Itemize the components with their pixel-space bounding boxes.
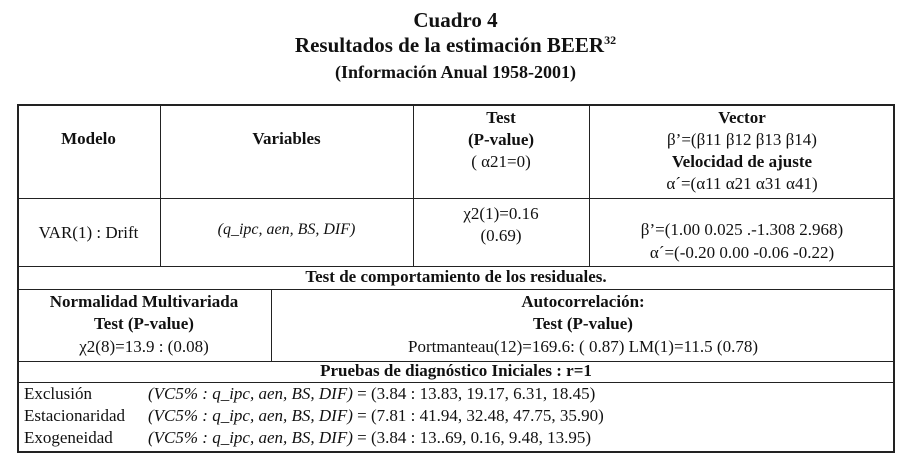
autocorr-test-label: Test (P-value)	[533, 314, 633, 333]
diagnostics-heading: Pruebas de diagnóstico Iniciales : r=1	[320, 361, 592, 380]
diagnostic-values: = (3.84 : 13..69, 0.16, 9.48, 13.95)	[357, 428, 592, 447]
footnote-marker: 32	[604, 33, 617, 47]
diagnostic-row	[24, 427, 894, 449]
header-test-restriction: ( α21=0)	[471, 152, 531, 171]
header-modelo: Modelo	[61, 129, 116, 148]
diagnostic-row	[24, 405, 894, 427]
row-divider	[17, 198, 895, 199]
normalidad-test-label: Test (P-value)	[94, 314, 194, 333]
autocorr-value: Portmanteau(12)=169.6: ( 0.87) LM(1)=11.5 (0.78)	[408, 337, 758, 356]
diagnostic-vc: (VC5% : q_ipc, aen, BS, DIF)	[148, 384, 353, 403]
model-value: VAR(1) : Drift	[38, 223, 139, 242]
diagnostic-label: Estacionaridad	[24, 406, 126, 425]
residuals-heading: Test de comportamiento de los residuales.	[305, 267, 607, 286]
header-beta-vector: β’=(β11 β12 β13 β14)	[667, 130, 817, 149]
diagnostic-vc: (VC5% : q_ipc, aen, BS, DIF)	[148, 406, 353, 425]
test-statistic: χ2(1)=0.16	[463, 204, 539, 223]
normalidad-title: Normalidad Multivariada	[49, 292, 239, 311]
header-velocidad: Velocidad de ajuste	[671, 152, 813, 171]
header-test: Test	[486, 108, 516, 127]
beta-estimates: β’=(1.00 0.025 .-1.308 2.968)	[640, 220, 844, 239]
table-title	[0, 33, 911, 58]
variables-value: (q_ipc, aen, BS, DIF)	[217, 221, 356, 238]
table-title-text: Resultados de la estimación BEER	[294, 33, 605, 57]
diagnostic-vc: (VC5% : q_ipc, aen, BS, DIF)	[148, 428, 353, 447]
diagnostic-row	[24, 383, 894, 405]
row-divider	[17, 289, 895, 290]
autocorr-title: Autocorrelación:	[521, 292, 645, 311]
diagnostic-label: Exclusión	[24, 384, 92, 403]
header-pvalue: (P-value)	[467, 130, 535, 149]
test-pvalue: (0.69)	[480, 226, 522, 245]
header-alpha-vector: α´=(α11 α21 α31 α41)	[666, 174, 818, 193]
header-vector: Vector	[718, 108, 766, 127]
header-variables: Variables	[252, 129, 321, 148]
alpha-estimates: α´=(-0.20 0.00 -0.06 -0.22)	[649, 243, 835, 262]
table-subtitle: (Información Anual 1958-2001)	[334, 62, 576, 82]
diagnostic-values: = (7.81 : 41.94, 32.48, 47.75, 35.90)	[357, 406, 604, 425]
diagnostic-label: Exogeneidad	[24, 428, 113, 447]
normalidad-value: χ2(8)=13.9 : (0.08)	[79, 337, 209, 356]
diagnostic-values: = (3.84 : 13.83, 19.17, 6.31, 18.45)	[357, 384, 596, 403]
table-number: Cuadro 4	[413, 8, 498, 32]
